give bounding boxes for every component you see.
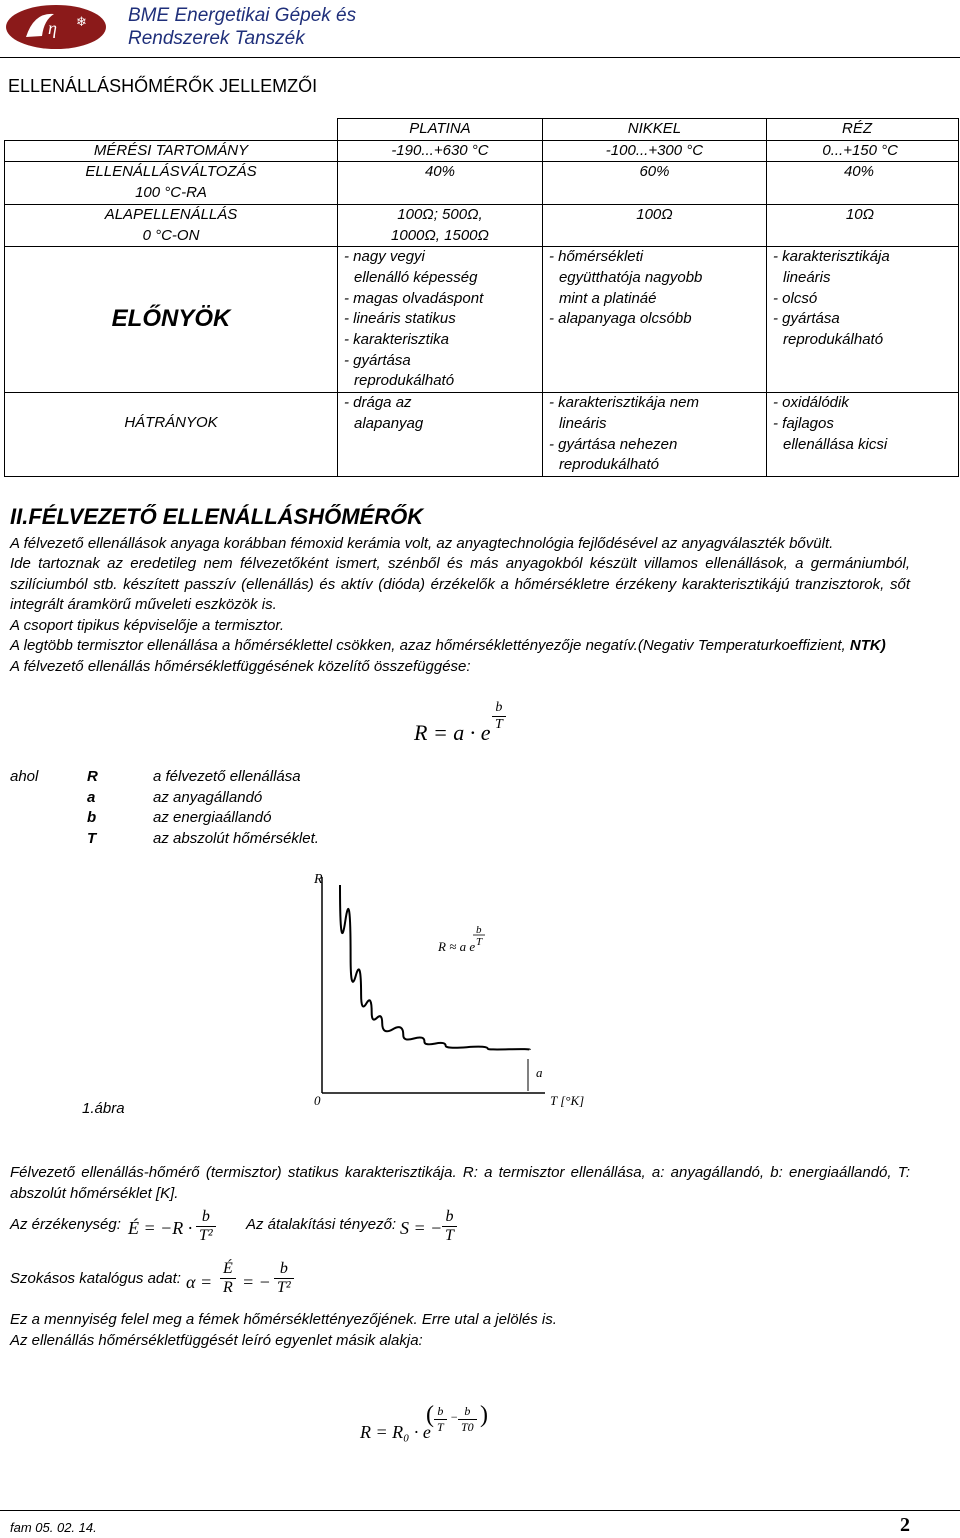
formula-alt-num-2: b bbox=[458, 1404, 477, 1420]
formula-main-exp-den: T bbox=[495, 717, 503, 732]
col-rez: RÉZ bbox=[766, 119, 958, 141]
formula-alt-base: R = R₀ · e bbox=[360, 1422, 431, 1442]
cell-pros-rez bbox=[766, 247, 958, 393]
catalog-fraction-2 bbox=[274, 1260, 294, 1297]
sensitivity-fraction bbox=[196, 1208, 216, 1245]
sensitivity-lhs: É = −R · bbox=[128, 1218, 193, 1238]
figure-formula-num: b bbox=[476, 924, 482, 936]
def-text: az abszolút hőmérséklet. bbox=[153, 830, 319, 847]
row-label-change-2: 100 °C-RA bbox=[135, 184, 207, 202]
closing-paragraph-2: Az ellenállás hőmérsékletfüggését leíró egyenlet másik alakja: bbox=[10, 1332, 423, 1349]
table-row bbox=[5, 204, 959, 246]
row-label-change bbox=[5, 162, 338, 204]
cell-base-rez: 10Ω bbox=[766, 204, 958, 246]
list-item: - nagy vegyi bbox=[344, 248, 425, 266]
catalog-row bbox=[10, 1260, 610, 1310]
catalog-eq: = − bbox=[242, 1272, 271, 1292]
row-label-range: MÉRÉSI TARTOMÁNY bbox=[5, 140, 338, 162]
row-label-base bbox=[5, 204, 338, 246]
list-item: lineáris bbox=[782, 268, 831, 286]
formula-alt bbox=[360, 1404, 560, 1454]
cell-range-rez: 0...+150 °C bbox=[766, 140, 958, 162]
def-symbol: b bbox=[87, 809, 97, 826]
catalog-den-1: R bbox=[223, 1279, 233, 1296]
formula-main-exp-num: b bbox=[492, 700, 506, 717]
list-item: - gyártása nehezen bbox=[548, 435, 678, 453]
paragraph-4-text: A legtöbb termisztor ellenállása a hőmérséklettel csökken, azaz hőmérséklettényezője negatív.(Negativ Temperaturkoeffizient, bbox=[10, 637, 850, 654]
page-title: ELLENÁLLÁSHŐMÉRŐK JELLEMZŐI bbox=[8, 76, 318, 96]
list-item: - gyártása bbox=[772, 310, 840, 328]
formula-alt-minus: − bbox=[450, 1410, 459, 1424]
list-item: - hőmérsékleti bbox=[548, 248, 644, 266]
asymptote-label: a bbox=[536, 1065, 543, 1080]
list-item: reprodukálható bbox=[782, 331, 884, 349]
cell-range-platina: -190...+630 °C bbox=[338, 140, 543, 162]
cell-range-nikkel: -100...+300 °C bbox=[542, 140, 766, 162]
list-item: mint a platináé bbox=[558, 289, 657, 307]
row-label-pros: ELŐNYÖK bbox=[5, 247, 338, 393]
list-item: - magas olvadáspont bbox=[344, 289, 484, 307]
cell-base-nikkel: 100Ω bbox=[542, 204, 766, 246]
paragraph-1: A félvezető ellenállások anyaga korábban fémoxid kerámia volt, az anyagtechnológia fejlődésével az anyagválaszték bővült. bbox=[10, 535, 834, 552]
row-label-change-1: ELLENÁLLÁSVÁLTOZÁS bbox=[85, 163, 257, 181]
catalog-num-2: b bbox=[274, 1260, 294, 1279]
header-divider bbox=[0, 57, 960, 58]
sensitivity-row bbox=[10, 1208, 610, 1258]
list-item: reprodukálható bbox=[354, 372, 455, 390]
resistance-curve bbox=[340, 885, 530, 1050]
cell-cons-rez bbox=[766, 393, 958, 477]
list-item: - alapanyaga olcsóbb bbox=[548, 310, 692, 328]
list-item: - drága az bbox=[344, 394, 412, 412]
list-item: lineáris bbox=[558, 414, 607, 432]
institute-line-1: BME Energetikai Gépek és bbox=[128, 5, 357, 26]
cell-base-platina-2: 1000Ω, 1500Ω bbox=[391, 226, 489, 244]
cell-change-platina: 40% bbox=[338, 162, 543, 204]
catalog-den-2: T² bbox=[277, 1279, 291, 1296]
list-item: - olcsó bbox=[772, 289, 818, 307]
catalog-fraction-1 bbox=[220, 1260, 236, 1297]
x-axis-label: T [°K] bbox=[550, 1093, 585, 1108]
caption-paragraph: Félvezető ellenállás-hőmérő (termisztor) statikus karakterisztikája. R: a termisztor ellenállása, a: anyagállandó, b: energiaállandó, T: abszolút hőmérséklet [K]. bbox=[10, 1164, 910, 1202]
formula-alt-paren-close: ) bbox=[480, 1402, 488, 1428]
cell-change-nikkel: 60% bbox=[542, 162, 766, 204]
list-item: együtthatója nagyobb bbox=[558, 268, 703, 286]
footer-date: fam 05. 02. 14. bbox=[10, 1520, 97, 1535]
paragraph-3: A csoport tipikus képviselője a termisztor. bbox=[10, 617, 284, 634]
sensitivity-num: b bbox=[196, 1208, 216, 1227]
table-row bbox=[5, 162, 959, 204]
list-item: alapanyag bbox=[354, 414, 424, 432]
row-label-cons: HÁTRÁNYOK bbox=[5, 393, 338, 477]
origin-label: 0 bbox=[314, 1093, 321, 1108]
def-text: az anyagállandó bbox=[153, 789, 263, 806]
cell-change-rez: 40% bbox=[766, 162, 958, 204]
thermistor-figure bbox=[300, 865, 620, 1125]
footer-divider bbox=[0, 1510, 960, 1511]
cell-pros-platina bbox=[338, 247, 543, 393]
figure-formula: R ≈ a e bbox=[438, 939, 476, 954]
transfer-num: b bbox=[442, 1208, 457, 1227]
table-header-row bbox=[5, 119, 959, 141]
formula-alt-den-1: T bbox=[437, 1420, 444, 1434]
transfer-lhs: S = − bbox=[400, 1218, 443, 1238]
transfer-den: T bbox=[445, 1227, 454, 1244]
def-symbol: a bbox=[87, 789, 96, 806]
thermistor-chart bbox=[300, 865, 620, 1125]
formula-alt-frac-1 bbox=[434, 1404, 447, 1435]
list-item: reprodukálható bbox=[558, 456, 660, 474]
transfer-label: Az átalakítási tényező: bbox=[246, 1216, 397, 1233]
catalog-num-1: É bbox=[220, 1260, 236, 1279]
institute-line-2: Rendszerek Tanszék bbox=[128, 28, 305, 49]
svg-text:η: η bbox=[48, 18, 57, 38]
properties-table bbox=[4, 118, 959, 477]
table-row-pros bbox=[5, 247, 959, 393]
formula-main-base: R = a · e bbox=[414, 720, 491, 745]
row-label-base-1: ALAPELLENÁLLÁS bbox=[104, 205, 238, 223]
formula-alt-num-1: b bbox=[434, 1404, 447, 1420]
cell-base-platina bbox=[338, 204, 543, 246]
y-axis-label: R bbox=[314, 872, 323, 887]
section-title: II.FÉLVEZETŐ ELLENÁLLÁSHŐMÉRŐK bbox=[10, 504, 424, 529]
list-item: - karakterisztika bbox=[344, 331, 450, 349]
department-logo bbox=[4, 2, 118, 52]
paragraph-4 bbox=[10, 636, 910, 657]
list-item: - oxidálódik bbox=[772, 394, 849, 412]
definitions-list bbox=[0, 768, 500, 858]
figure-formula-den: T bbox=[476, 936, 483, 948]
formula-main-exponent bbox=[492, 700, 506, 733]
table-corner bbox=[5, 119, 338, 141]
sensitivity-den: T² bbox=[199, 1227, 213, 1244]
list-item: ellenállása kicsi bbox=[782, 435, 888, 453]
list-item: - lineáris statikus bbox=[344, 310, 456, 328]
col-platina: PLATINA bbox=[338, 119, 543, 141]
def-symbol: T bbox=[87, 830, 97, 847]
list-item: - gyártása bbox=[344, 351, 411, 369]
formula-alt-frac-2 bbox=[458, 1404, 477, 1435]
cell-base-platina-1: 100Ω; 500Ω, bbox=[397, 205, 483, 223]
formula-alt-den-2: T0 bbox=[461, 1420, 474, 1434]
list-item: ellenálló képesség bbox=[354, 268, 478, 286]
row-label-base-2: 0 °C-ON bbox=[142, 226, 200, 244]
cell-cons-platina bbox=[338, 393, 543, 477]
cell-cons-nikkel bbox=[542, 393, 766, 477]
ntk-abbrev: NTK) bbox=[849, 637, 886, 654]
page-number: 2 bbox=[900, 1514, 910, 1536]
table-row bbox=[5, 140, 959, 162]
catalog-label: Szokásos katalógus adat: bbox=[10, 1270, 181, 1287]
catalog-lhs: α = bbox=[186, 1272, 213, 1292]
def-text: az energiaállandó bbox=[153, 809, 272, 826]
cell-pros-nikkel bbox=[542, 247, 766, 393]
svg-text:❄: ❄ bbox=[76, 15, 87, 30]
definitions-intro: ahol bbox=[10, 768, 39, 785]
list-item: - fajlagos bbox=[772, 414, 834, 432]
formula-alt-paren-open: ( bbox=[426, 1402, 434, 1428]
figure-caption: 1.ábra bbox=[82, 1100, 125, 1117]
col-nikkel: NIKKEL bbox=[542, 119, 766, 141]
paragraph-5: A félvezető ellenállás hőmérsékletfüggésének közelítő összefüggése: bbox=[10, 658, 471, 675]
list-item: - karakterisztikája nem bbox=[548, 394, 699, 412]
closing-paragraph-1: Ez a mennyiség felel meg a fémek hőmérséklettényezőjének. Erre utal a jelölés is. bbox=[10, 1311, 557, 1328]
def-symbol: R bbox=[87, 768, 98, 785]
sensitivity-label: Az érzékenység: bbox=[10, 1216, 121, 1233]
def-text: a félvezető ellenállása bbox=[153, 768, 301, 785]
institute-name bbox=[128, 4, 356, 50]
transfer-fraction bbox=[442, 1208, 457, 1245]
table-row-cons bbox=[5, 393, 959, 477]
paragraph-2: Ide tartoznak az eredetileg nem félvezetőként ismert, szénből és más anyagokból készült villamos ellenállások, a germániumból, szilíciumból stb. készített passzív (ellenállás) és aktív (dióda) érzékelők a hőmérsékletre érzékeny karakterisztikájú tranzisztorok, sőt integrált áramkörű műveleti eszközök is. bbox=[10, 555, 910, 613]
list-item: - karakterisztikája bbox=[772, 248, 890, 266]
